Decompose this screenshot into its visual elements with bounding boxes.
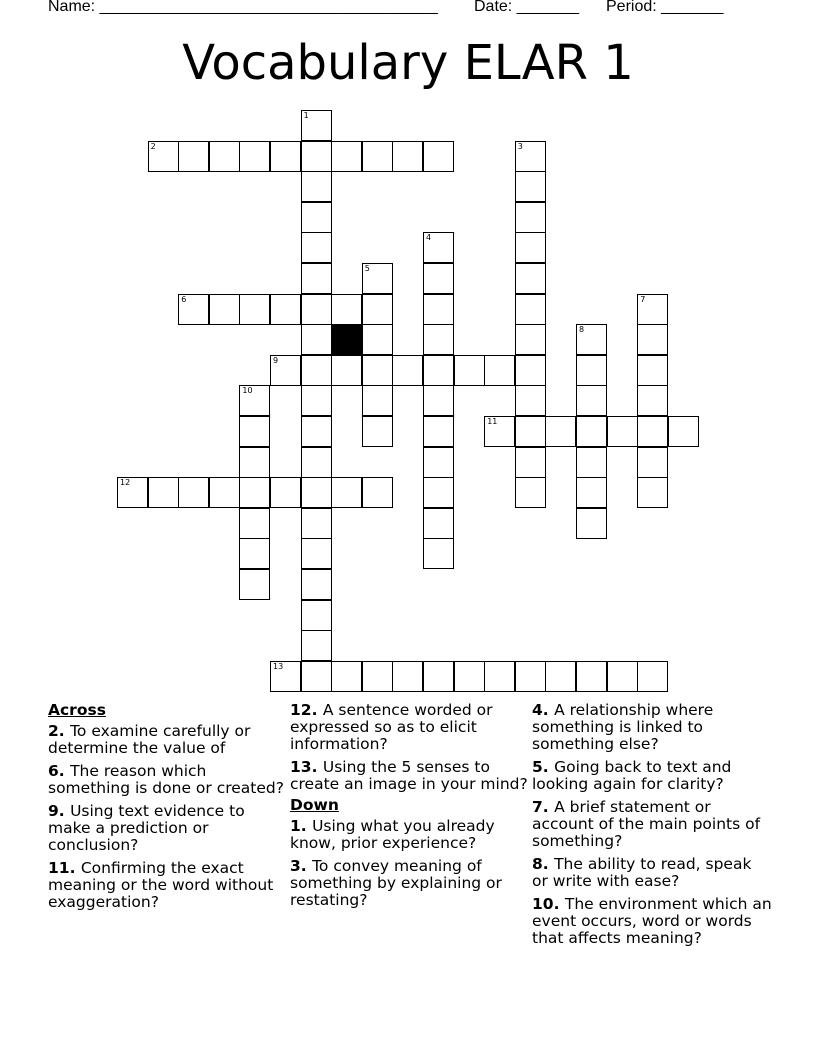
grid-cell[interactable] (239, 508, 270, 539)
clues-column-2 (290, 702, 530, 915)
grid-cell[interactable] (515, 416, 546, 447)
clue (532, 702, 772, 753)
grid-cell[interactable] (637, 355, 668, 386)
grid-cell[interactable] (301, 141, 332, 172)
clue-text: A relationship where something is linked to something else? (532, 701, 714, 753)
grid-cell[interactable] (515, 202, 546, 233)
grid-cell[interactable] (301, 171, 332, 202)
clue-text: Using the 5 senses to create an image in your mind? (290, 758, 528, 793)
clues-column-1 (48, 702, 288, 917)
grid-cell[interactable] (423, 294, 454, 325)
grid-cell[interactable] (392, 661, 423, 692)
grid-cell[interactable] (301, 447, 332, 478)
grid-cell[interactable] (576, 447, 607, 478)
clue-text: To examine carefully or determine the value of (48, 722, 251, 757)
grid-cell[interactable] (423, 232, 454, 263)
grid-cell[interactable] (637, 294, 668, 325)
grid-cell[interactable] (301, 324, 332, 355)
grid-cell[interactable] (637, 416, 668, 447)
clue-list (48, 723, 288, 911)
grid-cell[interactable] (423, 477, 454, 508)
grid-cell[interactable] (484, 661, 515, 692)
grid-cell[interactable] (239, 141, 270, 172)
grid-cell[interactable] (239, 385, 270, 416)
grid-cell[interactable] (637, 447, 668, 478)
grid-cell[interactable] (270, 477, 301, 508)
grid-cell[interactable] (515, 141, 546, 172)
cell-number: 9 (273, 355, 279, 365)
grid-cell[interactable] (576, 324, 607, 355)
clue-number: 6. (48, 762, 71, 780)
clue (532, 759, 772, 793)
grid-cell[interactable] (423, 416, 454, 447)
grid-cell[interactable] (423, 661, 454, 692)
cell-number: 12 (120, 478, 131, 488)
grid-cell[interactable] (423, 508, 454, 539)
grid-cell[interactable] (576, 385, 607, 416)
cell-number: 4 (426, 233, 432, 243)
grid-cell[interactable] (239, 477, 270, 508)
clue-number: 10. (532, 895, 565, 913)
grid-cell[interactable] (423, 538, 454, 569)
grid-cell[interactable] (331, 294, 362, 325)
grid-cell[interactable] (301, 110, 332, 141)
grid-cell[interactable] (331, 661, 362, 692)
grid-cell[interactable] (270, 294, 301, 325)
grid-cell[interactable] (239, 294, 270, 325)
grid-cell[interactable] (515, 171, 546, 202)
clue-number: 5. (532, 758, 555, 776)
clue-list (290, 818, 530, 909)
grid-cell[interactable] (301, 263, 332, 294)
grid-cell[interactable] (392, 141, 423, 172)
clue-text: A brief statement or account of the main points of something? (532, 798, 761, 850)
clue (532, 799, 772, 850)
page-title: Vocabulary ELAR 1 (182, 35, 634, 91)
grid-cell[interactable] (209, 294, 240, 325)
clue (48, 860, 288, 911)
grid-cell[interactable] (668, 416, 699, 447)
grid-cell[interactable] (239, 538, 270, 569)
clue (532, 896, 772, 947)
grid-cell[interactable] (576, 477, 607, 508)
clue (290, 858, 530, 909)
grid-cell[interactable] (178, 294, 209, 325)
grid-cell[interactable] (301, 508, 332, 539)
grid-cell[interactable] (637, 324, 668, 355)
clue-text: The ability to read, speak or write with ease? (532, 855, 752, 890)
grid-cell[interactable] (637, 385, 668, 416)
grid-cell[interactable] (454, 355, 485, 386)
grid-cell[interactable] (331, 355, 362, 386)
cell-number: 6 (181, 294, 187, 304)
name-field[interactable]: Name: ______________________________________ (48, 0, 438, 15)
grid-cell[interactable] (545, 416, 576, 447)
clue-text: Using what you already know, prior experience? (290, 817, 495, 852)
across-heading: Across (48, 701, 106, 719)
grid-cell[interactable] (239, 416, 270, 447)
clue-number: 3. (290, 857, 313, 875)
grid-cell[interactable] (423, 263, 454, 294)
grid-cell[interactable] (209, 141, 240, 172)
clue (532, 856, 772, 890)
grid-cell[interactable] (515, 661, 546, 692)
grid-cell[interactable] (362, 324, 393, 355)
grid-cell[interactable] (331, 477, 362, 508)
cell-number: 2 (150, 141, 156, 151)
clue (290, 702, 530, 753)
grid-cell[interactable] (301, 569, 332, 600)
grid-cell[interactable] (515, 385, 546, 416)
grid-cell[interactable] (607, 416, 638, 447)
grid-cell[interactable] (148, 141, 179, 172)
grid-cell[interactable] (117, 477, 148, 508)
cell-number: 8 (579, 325, 585, 335)
clue-number: 4. (532, 701, 555, 719)
clue-number: 13. (290, 758, 323, 776)
grid-cell[interactable] (239, 569, 270, 600)
grid-cell[interactable] (178, 477, 209, 508)
grid-cell[interactable] (239, 447, 270, 478)
grid-cell[interactable] (362, 141, 393, 172)
grid-cell[interactable] (423, 141, 454, 172)
grid-cell[interactable] (301, 294, 332, 325)
grid-cell[interactable] (515, 324, 546, 355)
grid-cell[interactable] (301, 661, 332, 692)
grid-cell[interactable] (515, 355, 546, 386)
grid-cell[interactable] (301, 232, 332, 263)
clue-text: Confirming the exact meaning or the word without exaggeration? (48, 859, 274, 911)
grid-cell[interactable] (576, 355, 607, 386)
grid-cell[interactable] (545, 661, 576, 692)
grid-cell[interactable] (301, 630, 332, 661)
grid-cell[interactable] (331, 141, 362, 172)
date-field[interactable]: Date: _______ (474, 0, 579, 15)
grid-cell[interactable] (301, 355, 332, 386)
cell-number: 11 (487, 417, 498, 426)
clue-list (532, 702, 772, 947)
clue (290, 818, 530, 852)
grid-cell[interactable] (301, 600, 332, 631)
grid-cell[interactable] (515, 263, 546, 294)
clue-number: 7. (532, 798, 555, 816)
cell-number: 5 (364, 264, 370, 273)
grid-cell[interactable] (362, 355, 393, 386)
cell-number: 3 (517, 141, 523, 151)
clue (48, 803, 288, 854)
clue-number: 12. (290, 701, 323, 719)
black-square (331, 324, 362, 355)
clue-number: 11. (48, 859, 81, 877)
grid-cell[interactable] (362, 294, 393, 325)
period-field[interactable]: Period: _______ (606, 0, 724, 15)
grid-cell[interactable] (607, 661, 638, 692)
grid-cell[interactable] (576, 661, 607, 692)
grid-cell[interactable] (301, 385, 332, 416)
grid-cell[interactable] (301, 477, 332, 508)
clue-number: 9. (48, 802, 71, 820)
clue (290, 759, 530, 793)
clues-column-3 (532, 702, 772, 953)
grid-cell[interactable] (637, 661, 668, 692)
grid-cell[interactable] (301, 202, 332, 233)
grid-cell[interactable] (148, 477, 179, 508)
grid-cell[interactable] (362, 385, 393, 416)
grid-cell[interactable] (301, 538, 332, 569)
grid-cell[interactable] (637, 477, 668, 508)
grid-cell[interactable] (362, 416, 393, 447)
clue-text: A sentence worded or expressed so as to elicit information? (290, 701, 493, 753)
grid-cell[interactable] (270, 355, 301, 386)
grid-cell[interactable] (484, 355, 515, 386)
cell-number: 7 (640, 294, 646, 304)
grid-cell[interactable] (515, 477, 546, 508)
grid-cell[interactable] (423, 355, 454, 386)
grid-cell[interactable] (178, 141, 209, 172)
grid-cell[interactable] (362, 263, 393, 294)
grid-cell[interactable] (423, 447, 454, 478)
grid-cell[interactable] (423, 324, 454, 355)
grid-cell[interactable] (362, 661, 393, 692)
clue-text: Going back to text and looking again for clarity? (532, 758, 732, 793)
grid-cell[interactable] (515, 232, 546, 263)
clue-text: To convey meaning of something by explaining or restating? (290, 857, 502, 909)
clue-number: 8. (532, 855, 555, 873)
clue-number: 2. (48, 722, 71, 740)
grid-cell[interactable] (270, 141, 301, 172)
cell-number: 13 (273, 661, 284, 671)
down-heading: Down (290, 796, 339, 814)
grid-cell[interactable] (576, 416, 607, 447)
grid-cell[interactable] (209, 477, 240, 508)
cell-number: 10 (242, 386, 253, 396)
clue-list (290, 702, 530, 793)
grid-cell[interactable] (270, 661, 301, 692)
grid-cell[interactable] (515, 447, 546, 478)
grid-cell[interactable] (423, 385, 454, 416)
clue (48, 723, 288, 757)
grid-cell[interactable] (301, 416, 332, 447)
grid-cell[interactable] (515, 294, 546, 325)
clue-text: The reason which something is done or created? (48, 762, 284, 797)
clue-number: 1. (290, 817, 313, 835)
clue-text: Using text evidence to make a prediction or conclusion? (48, 802, 245, 854)
cell-number: 1 (303, 111, 309, 120)
grid-cell[interactable] (392, 355, 423, 386)
grid-cell[interactable] (362, 477, 393, 508)
grid-cell[interactable] (454, 661, 485, 692)
clue-text: The environment which an event occurs, word or words that affects meaning? (532, 895, 772, 947)
clue (48, 763, 288, 797)
grid-cell[interactable] (484, 416, 515, 447)
grid-cell[interactable] (576, 508, 607, 539)
